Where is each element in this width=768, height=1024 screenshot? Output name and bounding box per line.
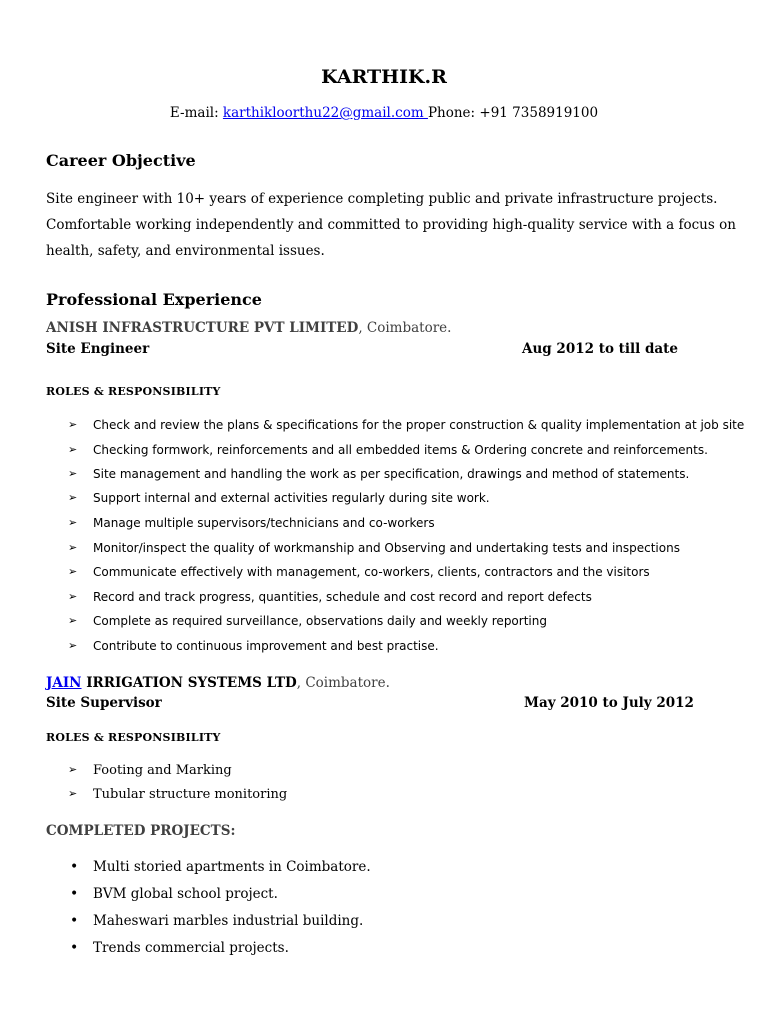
objective-line: Comfortable working independently and committed to providing high-quality service with a focus on xyxy=(46,217,736,233)
resume-page: KARTHIK.R E-mail: karthikloorthu22@gmail.com Phone: +91 7358919100 Career Objective Site engineer with 10+ years of experience completing public and private infrastructure projects. Comfortable working independently and committed to providing high-quality service with a focus on health, safety, and environmental issues. Professional Experience ANISH INFRASTRUCTURE PVT LIMITED, Coimbatore. Site Engineer Aug 2012 to till date ROLES & RESPONSIBILITY ➢ Check and review the plans & specifications for the proper construction & quality implementation at job site ➢ Checking formwork, reinforcements and all embedded items & Ordering concrete and reinforcements. ➢ Site management and handling the work as per specification, drawings and method of statements. ➢ Support internal and external activities regularly during site work. ➢ Manage multiple supervisors/technicians and co-workers ➢ Monitor/inspect the quality of workmanship and Observing and undertaking tests and inspections ➢ Communicate effectively with management, co-workers, clients, contractors and the visitors ➢ Record and track progress, quantities, schedule and cost record and report defects ➢ Complete as required surveillance, observations daily and weekly reporting ➢ Contribute to continuous improvement and best practise. JAIN IRRIGATION SYSTEMS LTD, Coimbatore. Site Supervisor May 2010 to July 2012 ROLES & RESPONSIBILITY ➢ Footing and Marking ➢ Tubular structure monitoring COMPLETED PROJECTS: • Multi storied apartments in Coimbatore. • BVM global school project. • Maheswari marbles industrial building. • Trends commercial projects. xyxy=(0,0,768,1024)
bullet-icon: • xyxy=(70,886,79,902)
company-name: ANISH INFRASTRUCTURE PVT LIMITED xyxy=(46,320,359,336)
phone-label: Phone: xyxy=(427,105,480,121)
job-title: Site Supervisor xyxy=(46,695,162,711)
phone-number: +91 7358919100 xyxy=(479,105,599,121)
email-link[interactable]: karthikloorthu22@gmail.com xyxy=(222,105,428,121)
bullet-icon: • xyxy=(70,913,79,929)
arrow-bullet-icon: ➢ xyxy=(68,418,78,431)
candidate-name: KARTHIK.R xyxy=(321,66,447,88)
arrow-bullet-icon: ➢ xyxy=(68,467,78,480)
arrow-bullet-icon: ➢ xyxy=(68,787,78,800)
company-name: IRRIGATION SYSTEMS LTD xyxy=(81,675,297,691)
completed-projects-heading: COMPLETED PROJECTS: xyxy=(46,823,236,839)
arrow-bullet-icon: ➢ xyxy=(68,491,78,504)
arrow-bullet-icon: ➢ xyxy=(68,516,78,529)
contact-line xyxy=(0,105,768,121)
job-title: Site Engineer xyxy=(46,341,150,357)
arrow-bullet-icon: ➢ xyxy=(68,541,78,554)
job-dates: Aug 2012 to till date xyxy=(522,341,678,357)
company-line xyxy=(46,675,390,691)
arrow-bullet-icon: ➢ xyxy=(68,590,78,603)
arrow-bullet-icon: ➢ xyxy=(68,614,78,627)
objective-line: health, safety, and environmental issues. xyxy=(46,243,325,259)
roles-heading: ROLES & RESPONSIBILITY xyxy=(46,385,221,398)
professional-experience-heading: Professional Experience xyxy=(46,290,262,309)
objective-line: Site engineer with 10+ years of experience completing public and private infrastructure projects. xyxy=(46,191,718,207)
arrow-bullet-icon: ➢ xyxy=(68,443,78,456)
bullet-icon: • xyxy=(70,940,79,956)
company-name-link[interactable]: JAIN xyxy=(46,675,82,691)
bullet-icon: • xyxy=(70,859,79,875)
company-location: , Coimbatore. xyxy=(358,320,452,336)
company-line xyxy=(46,320,451,336)
job-dates: May 2010 to July 2012 xyxy=(524,695,694,711)
roles-heading: ROLES & RESPONSIBILITY xyxy=(46,731,221,744)
arrow-bullet-icon: ➢ xyxy=(68,763,78,776)
arrow-bullet-icon: ➢ xyxy=(68,565,78,578)
arrow-bullet-icon: ➢ xyxy=(68,639,78,652)
company-location: , Coimbatore. xyxy=(296,675,390,691)
career-objective-heading: Career Objective xyxy=(46,151,196,170)
career-objective-text xyxy=(46,186,736,264)
email-label: E-mail: xyxy=(169,105,223,121)
